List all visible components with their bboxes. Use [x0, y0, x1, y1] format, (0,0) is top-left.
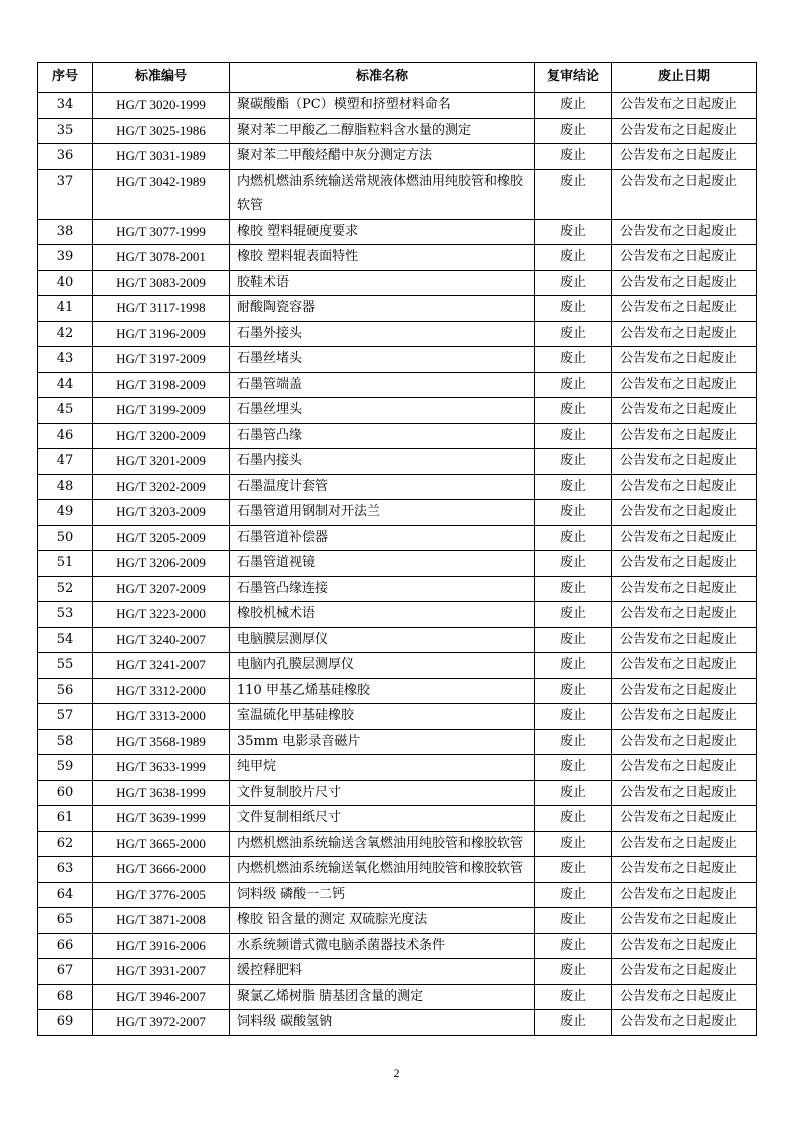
cell-date: 公告发布之日起废止: [612, 245, 757, 271]
table-row: [38, 144, 757, 170]
cell-seq: 56: [38, 678, 93, 704]
cell-conclusion: 废止: [535, 678, 612, 704]
page-number: 2: [393, 1066, 400, 1080]
cell-date: 公告发布之日起废止: [612, 423, 757, 449]
table-row: [38, 500, 757, 526]
cell-seq: 50: [38, 525, 93, 551]
table-row: [38, 857, 757, 883]
cell-seq: 67: [38, 959, 93, 985]
table-row: [38, 882, 757, 908]
cell-code: HG/T 3042-1989: [93, 169, 230, 219]
table-row: [38, 245, 757, 271]
cell-name: 内燃机燃油系统输送含氧燃油用纯胶管和橡胶软管: [230, 831, 535, 857]
cell-conclusion: 废止: [535, 831, 612, 857]
header-name: 标准名称: [230, 63, 535, 93]
cell-seq: 65: [38, 908, 93, 934]
cell-conclusion: 废止: [535, 653, 612, 679]
cell-code: HG/T 3203-2009: [93, 500, 230, 526]
cell-seq: 68: [38, 984, 93, 1010]
cell-conclusion: 废止: [535, 627, 612, 653]
table-row: [38, 321, 757, 347]
cell-name: 110 甲基乙烯基硅橡胶: [230, 678, 535, 704]
cell-seq: 42: [38, 321, 93, 347]
cell-conclusion: 废止: [535, 602, 612, 628]
standards-table: [37, 62, 757, 1036]
cell-date: 公告发布之日起废止: [612, 780, 757, 806]
cell-conclusion: 废止: [535, 270, 612, 296]
cell-date: 公告发布之日起废止: [612, 627, 757, 653]
cell-code: HG/T 3199-2009: [93, 398, 230, 424]
cell-code: HG/T 3666-2000: [93, 857, 230, 883]
cell-name: 电脑膜层测厚仪: [230, 627, 535, 653]
cell-conclusion: 废止: [535, 576, 612, 602]
cell-date: 公告发布之日起废止: [612, 525, 757, 551]
cell-name: 水系统频谱式微电脑杀菌器技术条件: [230, 933, 535, 959]
cell-seq: 66: [38, 933, 93, 959]
cell-date: 公告发布之日起废止: [612, 729, 757, 755]
cell-date: 公告发布之日起废止: [612, 806, 757, 832]
cell-conclusion: 废止: [535, 1010, 612, 1036]
cell-seq: 54: [38, 627, 93, 653]
cell-conclusion: 废止: [535, 806, 612, 832]
cell-code: HG/T 3202-2009: [93, 474, 230, 500]
cell-name: 石墨管凸缘: [230, 423, 535, 449]
cell-seq: 41: [38, 296, 93, 322]
cell-seq: 39: [38, 245, 93, 271]
cell-conclusion: 废止: [535, 321, 612, 347]
table-header-row: [38, 63, 757, 93]
cell-code: HG/T 3871-2008: [93, 908, 230, 934]
cell-date: 公告发布之日起废止: [612, 602, 757, 628]
cell-conclusion: 废止: [535, 144, 612, 170]
table-row: [38, 755, 757, 781]
cell-conclusion: 废止: [535, 882, 612, 908]
cell-code: HG/T 3025-1986: [93, 118, 230, 144]
header-code: 标准编号: [93, 63, 230, 93]
cell-date: 公告发布之日起废止: [612, 144, 757, 170]
cell-code: HG/T 3223-2000: [93, 602, 230, 628]
cell-name: 石墨温度计套管: [230, 474, 535, 500]
cell-conclusion: 废止: [535, 959, 612, 985]
cell-seq: 49: [38, 500, 93, 526]
cell-date: 公告发布之日起废止: [612, 831, 757, 857]
cell-code: HG/T 3916-2006: [93, 933, 230, 959]
cell-name: 石墨丝堵头: [230, 347, 535, 373]
cell-conclusion: 废止: [535, 398, 612, 424]
cell-conclusion: 废止: [535, 296, 612, 322]
cell-name: 饲料级 碳酸氢钠: [230, 1010, 535, 1036]
cell-code: HG/T 3201-2009: [93, 449, 230, 475]
cell-name: 石墨管道视镜: [230, 551, 535, 577]
cell-conclusion: 废止: [535, 93, 612, 119]
cell-conclusion: 废止: [535, 118, 612, 144]
cell-seq: 47: [38, 449, 93, 475]
cell-code: HG/T 3077-1999: [93, 219, 230, 245]
cell-seq: 48: [38, 474, 93, 500]
cell-code: HG/T 3083-2009: [93, 270, 230, 296]
cell-date: 公告发布之日起废止: [612, 500, 757, 526]
cell-seq: 44: [38, 372, 93, 398]
cell-date: 公告发布之日起废止: [612, 1010, 757, 1036]
cell-date: 公告发布之日起废止: [612, 118, 757, 144]
cell-name: 石墨外接头: [230, 321, 535, 347]
cell-conclusion: 废止: [535, 423, 612, 449]
cell-name: 橡胶 塑料辊硬度要求: [230, 219, 535, 245]
table-row: [38, 423, 757, 449]
cell-code: HG/T 3207-2009: [93, 576, 230, 602]
cell-name: 石墨管端盖: [230, 372, 535, 398]
table-row: [38, 984, 757, 1010]
cell-name: 耐酸陶瓷容器: [230, 296, 535, 322]
cell-name: 橡胶 塑料辊表面特性: [230, 245, 535, 271]
cell-conclusion: 废止: [535, 551, 612, 577]
table-row: [38, 1010, 757, 1036]
cell-code: HG/T 3312-2000: [93, 678, 230, 704]
cell-conclusion: 废止: [535, 780, 612, 806]
cell-name: 缓控释肥料: [230, 959, 535, 985]
cell-date: 公告发布之日起废止: [612, 296, 757, 322]
cell-code: HG/T 3568-1989: [93, 729, 230, 755]
cell-seq: 51: [38, 551, 93, 577]
table-row: [38, 347, 757, 373]
cell-seq: 34: [38, 93, 93, 119]
cell-date: 公告发布之日起废止: [612, 219, 757, 245]
cell-code: HG/T 3241-2007: [93, 653, 230, 679]
cell-name: 聚氯乙烯树脂 腈基团含量的测定: [230, 984, 535, 1010]
cell-date: 公告发布之日起废止: [612, 755, 757, 781]
cell-conclusion: 废止: [535, 729, 612, 755]
table-row: [38, 678, 757, 704]
cell-seq: 45: [38, 398, 93, 424]
cell-seq: 36: [38, 144, 93, 170]
cell-name: 石墨丝埋头: [230, 398, 535, 424]
cell-name: 文件复制相纸尺寸: [230, 806, 535, 832]
cell-seq: 35: [38, 118, 93, 144]
cell-conclusion: 废止: [535, 984, 612, 1010]
cell-name: 35mm 电影录音磁片: [230, 729, 535, 755]
cell-seq: 60: [38, 780, 93, 806]
cell-seq: 63: [38, 857, 93, 883]
cell-seq: 46: [38, 423, 93, 449]
cell-date: 公告发布之日起废止: [612, 984, 757, 1010]
table-row: [38, 959, 757, 985]
table-row: [38, 806, 757, 832]
table-body: [38, 93, 757, 1036]
cell-conclusion: 废止: [535, 933, 612, 959]
table-row: [38, 219, 757, 245]
cell-date: 公告发布之日起废止: [612, 704, 757, 730]
table-row: [38, 729, 757, 755]
table-row: [38, 576, 757, 602]
cell-name: 石墨管道补偿器: [230, 525, 535, 551]
table-row: [38, 602, 757, 628]
cell-code: HG/T 3633-1999: [93, 755, 230, 781]
table-row: [38, 93, 757, 119]
cell-seq: 52: [38, 576, 93, 602]
cell-seq: 37: [38, 169, 93, 219]
cell-date: 公告发布之日起废止: [612, 372, 757, 398]
cell-seq: 64: [38, 882, 93, 908]
cell-conclusion: 废止: [535, 755, 612, 781]
cell-date: 公告发布之日起废止: [612, 169, 757, 219]
cell-code: HG/T 3078-2001: [93, 245, 230, 271]
table-row: [38, 525, 757, 551]
cell-conclusion: 废止: [535, 449, 612, 475]
cell-conclusion: 废止: [535, 169, 612, 219]
header-conclusion: 复审结论: [535, 63, 612, 93]
cell-date: 公告发布之日起废止: [612, 959, 757, 985]
cell-conclusion: 废止: [535, 500, 612, 526]
cell-conclusion: 废止: [535, 245, 612, 271]
table-row: [38, 296, 757, 322]
cell-conclusion: 废止: [535, 704, 612, 730]
cell-code: HG/T 3972-2007: [93, 1010, 230, 1036]
cell-seq: 55: [38, 653, 93, 679]
cell-name: 纯甲烷: [230, 755, 535, 781]
table-row: [38, 908, 757, 934]
cell-conclusion: 废止: [535, 857, 612, 883]
cell-date: 公告发布之日起废止: [612, 398, 757, 424]
table-row: [38, 372, 757, 398]
cell-name: 石墨管凸缘连接: [230, 576, 535, 602]
cell-date: 公告发布之日起废止: [612, 576, 757, 602]
table-row: [38, 704, 757, 730]
cell-name: 电脑内孔膜层测厚仪: [230, 653, 535, 679]
cell-date: 公告发布之日起废止: [612, 551, 757, 577]
cell-code: HG/T 3020-1999: [93, 93, 230, 119]
cell-code: HG/T 3198-2009: [93, 372, 230, 398]
cell-seq: 57: [38, 704, 93, 730]
cell-seq: 40: [38, 270, 93, 296]
cell-code: HG/T 3031-1989: [93, 144, 230, 170]
cell-date: 公告发布之日起废止: [612, 678, 757, 704]
cell-name: 石墨管道用钢制对开法兰: [230, 500, 535, 526]
table-row: [38, 270, 757, 296]
cell-seq: 62: [38, 831, 93, 857]
cell-seq: 53: [38, 602, 93, 628]
cell-name: 聚对苯二甲酸烃醋中灰分测定方法: [230, 144, 535, 170]
header-date: 废止日期: [612, 63, 757, 93]
cell-name: 聚碳酸酯（PC）模塑和挤塑材料命名: [230, 93, 535, 119]
cell-conclusion: 废止: [535, 372, 612, 398]
cell-date: 公告发布之日起废止: [612, 93, 757, 119]
cell-name: 聚对苯二甲酸乙二醇脂粒料含水量的测定: [230, 118, 535, 144]
header-seq: 序号: [38, 63, 93, 93]
cell-code: HG/T 3639-1999: [93, 806, 230, 832]
cell-code: HG/T 3776-2005: [93, 882, 230, 908]
cell-code: HG/T 3313-2000: [93, 704, 230, 730]
cell-name: 石墨内接头: [230, 449, 535, 475]
cell-code: HG/T 3205-2009: [93, 525, 230, 551]
cell-name: 室温硫化甲基硅橡胶: [230, 704, 535, 730]
cell-seq: 61: [38, 806, 93, 832]
cell-name: 胶鞋术语: [230, 270, 535, 296]
table-row: [38, 474, 757, 500]
cell-seq: 43: [38, 347, 93, 373]
table-row: [38, 118, 757, 144]
table-row: [38, 653, 757, 679]
cell-name: 文件复制胶片尺寸: [230, 780, 535, 806]
table-row: [38, 933, 757, 959]
cell-code: HG/T 3638-1999: [93, 780, 230, 806]
table-row: [38, 831, 757, 857]
cell-code: HG/T 3665-2000: [93, 831, 230, 857]
cell-conclusion: 废止: [535, 347, 612, 373]
cell-name: 内燃机燃油系统输送氧化燃油用纯胶管和橡胶软管: [230, 857, 535, 883]
cell-code: HG/T 3240-2007: [93, 627, 230, 653]
cell-date: 公告发布之日起废止: [612, 347, 757, 373]
cell-name: 橡胶 铅含量的测定 双硫腙光度法: [230, 908, 535, 934]
table-row: [38, 449, 757, 475]
table-row: [38, 780, 757, 806]
cell-code: HG/T 3197-2009: [93, 347, 230, 373]
cell-name: 橡胶机械术语: [230, 602, 535, 628]
cell-code: HG/T 3931-2007: [93, 959, 230, 985]
cell-seq: 38: [38, 219, 93, 245]
cell-code: HG/T 3196-2009: [93, 321, 230, 347]
table-row: [38, 169, 757, 219]
cell-conclusion: 废止: [535, 525, 612, 551]
cell-seq: 59: [38, 755, 93, 781]
cell-date: 公告发布之日起废止: [612, 933, 757, 959]
cell-date: 公告发布之日起废止: [612, 449, 757, 475]
cell-conclusion: 废止: [535, 219, 612, 245]
cell-conclusion: 废止: [535, 474, 612, 500]
cell-seq: 69: [38, 1010, 93, 1036]
cell-name: 内燃机燃油系统输送常规液体燃油用纯胶管和橡胶软管: [230, 169, 535, 219]
cell-conclusion: 废止: [535, 908, 612, 934]
cell-code: HG/T 3946-2007: [93, 984, 230, 1010]
table-row: [38, 627, 757, 653]
table-row: [38, 398, 757, 424]
cell-code: HG/T 3206-2009: [93, 551, 230, 577]
cell-date: 公告发布之日起废止: [612, 474, 757, 500]
cell-date: 公告发布之日起废止: [612, 270, 757, 296]
cell-seq: 58: [38, 729, 93, 755]
cell-date: 公告发布之日起废止: [612, 857, 757, 883]
cell-date: 公告发布之日起废止: [612, 882, 757, 908]
cell-date: 公告发布之日起废止: [612, 908, 757, 934]
cell-code: HG/T 3200-2009: [93, 423, 230, 449]
cell-date: 公告发布之日起废止: [612, 321, 757, 347]
cell-code: HG/T 3117-1998: [93, 296, 230, 322]
table-row: [38, 551, 757, 577]
cell-name: 饲料级 磷酸一二钙: [230, 882, 535, 908]
cell-date: 公告发布之日起废止: [612, 653, 757, 679]
